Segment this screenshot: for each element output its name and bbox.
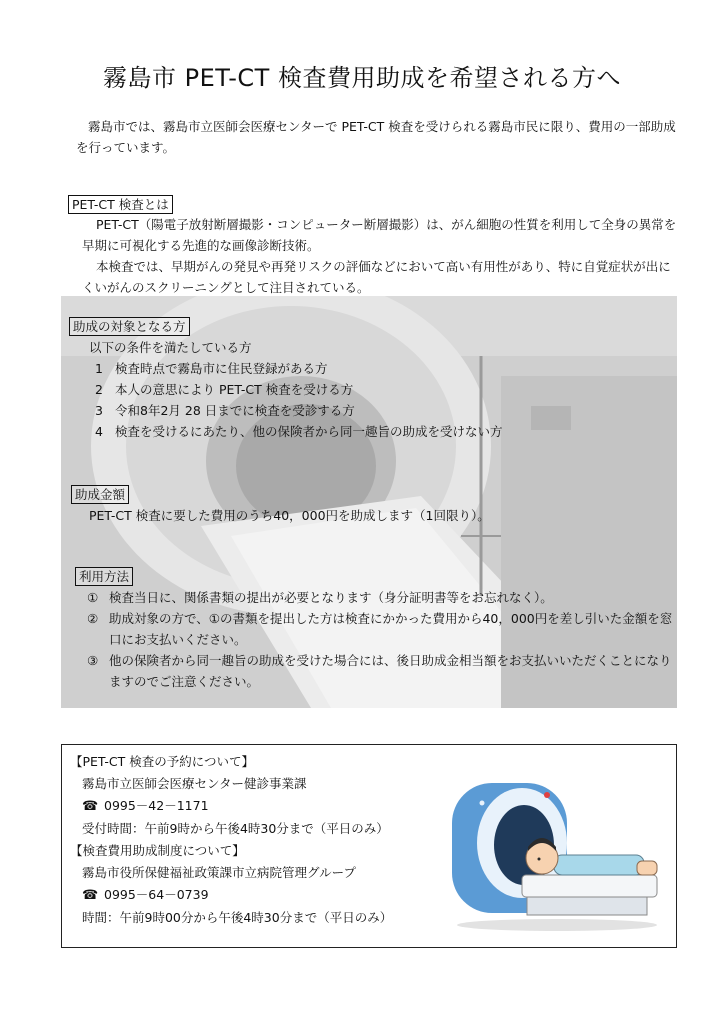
eligibility-heading: 助成の対象となる方 [69, 317, 190, 336]
reservation-hours: 受付時間：午前9時から午後4時30分まで（平日のみ） [82, 821, 389, 836]
condition-item: 4 検査を受けるにあたり、他の保険者から同一趣旨の助成を受けない方 [95, 424, 503, 439]
reservation-org: 霧島市立医師会医療センター健診事業課 [82, 776, 307, 791]
about-paragraph-2: 本検査では、早期がんの発見や再発リスクの評価などにおいて高い有用性があり、特に自覚症状が出にくいがんのスクリーニングとして注目されている。 [82, 259, 671, 295]
subsidy-hours: 時間：午前9時00分から午後4時30分まで（平日のみ） [82, 910, 393, 925]
phone-icon: ☎ [82, 888, 99, 903]
intro-text: 霧島市では、霧島市立医師会医療センターで PET-CT 検査を受けられる霧島市民に限り、費用の一部助成を行っています。 [76, 119, 676, 155]
contact-info-box [61, 744, 677, 948]
eligibility-section [69, 316, 669, 442]
amount-text: PET-CT 検査に要した費用のうち40，000円を助成します（1回限り）。 [89, 508, 490, 523]
condition-item: 2 本人の意思により PET-CT 検査を受ける方 [95, 382, 354, 397]
amount-heading: 助成金額 [71, 485, 129, 504]
reservation-heading: 【PET-CT 検査の予約について】 [70, 754, 255, 769]
eligibility-conditions [69, 358, 669, 442]
subsidy-heading: 【検査費用助成制度について】 [70, 843, 245, 858]
subsidy-phone: 0995－64－0739 [104, 887, 209, 902]
about-paragraph-1: PET-CT（陽電子放射断層撮影・コンピューター断層撮影）は、がん細胞の性質を利用して全身の異常を早期に可視化する先進的な画像診断技術。 [82, 217, 677, 253]
condition-item: 3 令和8年2月 28 日までに検査を受診する方 [95, 403, 355, 418]
pet-ct-scanner-illustration [442, 763, 672, 933]
condition-item: 1 検査時点で霧島市に住民登録がある方 [95, 361, 328, 376]
panel-content [61, 296, 677, 708]
pet-ct-photo-panel [61, 296, 677, 708]
eligibility-lead: 以下の条件を満たしている方 [89, 340, 252, 355]
usage-item: ① 検査当日に、関係書類の提出が必要となります（身分証明書等をお忘れなく）。 [87, 590, 553, 605]
about-section [68, 194, 678, 298]
page-title: 霧島市 PET-CT 検査費用助成を希望される方へ [103, 64, 621, 92]
usage-items [75, 587, 675, 692]
usage-item: ③ 他の保険者から同一趣旨の助成を受けた場合には、後日助成金相当額をお支払いいただくことになりますのでご注意ください。 [87, 653, 672, 689]
about-heading: PET-CT 検査とは [68, 195, 173, 214]
usage-item: ② 助成対象の方で、①の書類を提出した方は検査にかかった費用から40，000円を差し引いた金額を窓口にお支払いください。 [87, 611, 673, 647]
reservation-phone-line [70, 795, 392, 818]
phone-icon: ☎ [82, 799, 99, 814]
reservation-phone: 0995－42－1171 [104, 798, 209, 813]
usage-heading: 利用方法 [75, 567, 133, 586]
amount-section [71, 484, 671, 526]
contact-text [70, 751, 392, 929]
usage-section [75, 566, 675, 692]
subsidy-org: 霧島市役所保健福祉政策課市立病院管理グループ [82, 865, 357, 880]
subsidy-phone-line [70, 884, 392, 907]
